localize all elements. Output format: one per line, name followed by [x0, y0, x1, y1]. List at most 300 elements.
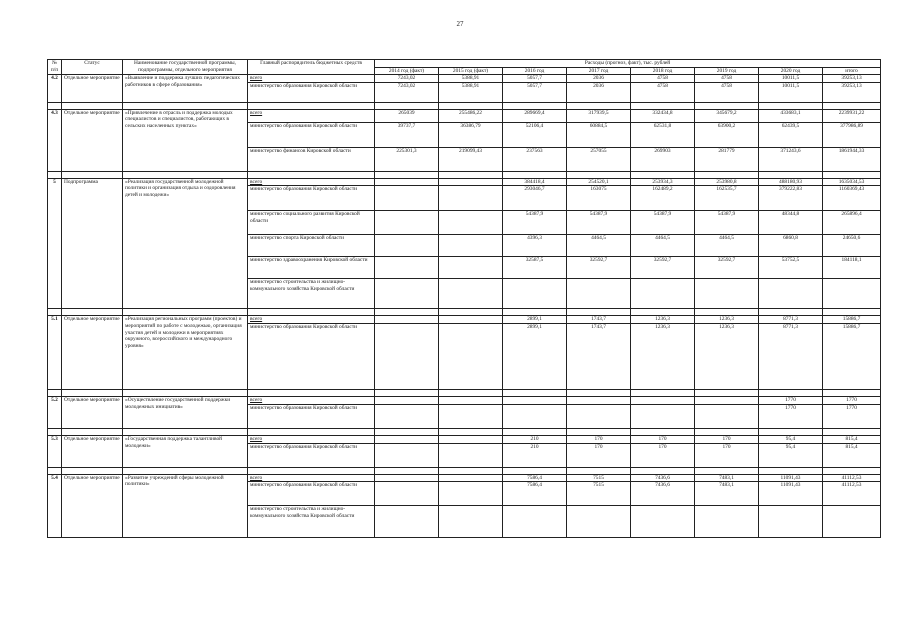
cell-value [439, 211, 503, 235]
spacer-cell [48, 428, 62, 435]
cell-value: 7483,1 [695, 474, 759, 482]
row-status: Подпрограмма [62, 178, 123, 309]
row-responsible: министерство образования Кировской области [248, 186, 375, 211]
cell-value: 39737,7 [375, 122, 439, 147]
spacer-cell [631, 102, 695, 109]
spacer-cell [248, 467, 375, 474]
spacer-cell [248, 102, 375, 109]
cell-value: 281779 [695, 147, 759, 171]
cell-value [759, 506, 823, 538]
header-status: Статус [62, 60, 123, 75]
cell-value: 4464,5 [695, 235, 759, 257]
cell-value: 1743,7 [567, 323, 631, 389]
cell-value: 225301,3 [375, 147, 439, 171]
row-responsible: министерство образования Кировской области [248, 404, 375, 428]
cell-value [503, 506, 567, 538]
section-spacer [48, 389, 881, 396]
spacer-cell [48, 171, 62, 178]
spacer-cell [123, 428, 248, 435]
cell-value: 4464,5 [567, 235, 631, 257]
cell-total: 184118,1 [823, 257, 881, 279]
spacer-cell [759, 389, 823, 396]
spacer-cell [375, 171, 439, 178]
cell-value: 1770 [759, 404, 823, 428]
row-responsible: всего [248, 396, 375, 404]
row-responsible: всего [248, 178, 375, 186]
section-spacer [48, 428, 881, 435]
cell-value [375, 323, 439, 389]
cell-value [375, 316, 439, 324]
cell-value: 1743,7 [567, 316, 631, 324]
spacer-cell [48, 102, 62, 109]
cell-value: 95,4 [759, 435, 823, 443]
cell-value [439, 443, 503, 467]
cell-value [439, 506, 503, 538]
row-responsible: всего [248, 75, 375, 83]
row-number: 4.3 [48, 109, 62, 171]
cell-value [375, 186, 439, 211]
cell-value: 384418,4 [503, 178, 567, 186]
cell-total: 1861944,33 [823, 147, 881, 171]
cell-value [695, 506, 759, 538]
cell-value [439, 474, 503, 482]
cell-value: 32592,7 [567, 257, 631, 279]
cell-value: 293046,7 [503, 186, 567, 211]
spacer-cell [375, 309, 439, 316]
spacer-cell [503, 171, 567, 178]
row-responsible: всего [248, 316, 375, 324]
spacer-cell [759, 309, 823, 316]
cell-value: 253934,3 [631, 178, 695, 186]
cell-total: 815,4 [823, 443, 881, 467]
spacer-cell [375, 389, 439, 396]
cell-value: 4758 [695, 82, 759, 102]
spacer-cell [123, 171, 248, 178]
cell-value: 54387,9 [695, 211, 759, 235]
cell-value [631, 279, 695, 309]
cell-value: 4758 [695, 75, 759, 83]
cell-value: 170 [567, 443, 631, 467]
spacer-cell [62, 467, 123, 474]
cell-value: 210 [503, 443, 567, 467]
spacer-cell [439, 428, 503, 435]
spacer-cell [567, 309, 631, 316]
cell-total [823, 506, 881, 538]
cell-value [567, 506, 631, 538]
row-status: Отдельное мероприятие [62, 396, 123, 428]
cell-value [375, 506, 439, 538]
cell-value: 1236,3 [695, 316, 759, 324]
cell-value [439, 396, 503, 404]
cell-value: 265039 [375, 109, 439, 122]
spacer-cell [375, 467, 439, 474]
cell-value: 371243,6 [759, 147, 823, 171]
cell-total: 15886,7 [823, 323, 881, 389]
spacer-cell [631, 309, 695, 316]
spacer-cell [759, 171, 823, 178]
table-row [48, 109, 881, 122]
cell-value: 11091,43 [759, 474, 823, 482]
spacer-cell [123, 309, 248, 316]
row-program-name: «Государственная поддержка талантливой молодежи» [123, 435, 248, 467]
cell-total: 377986,89 [823, 122, 881, 147]
spacer-cell [62, 171, 123, 178]
cell-value [375, 443, 439, 467]
spacer-cell [248, 171, 375, 178]
cell-value: 7436,6 [631, 474, 695, 482]
section-spacer [48, 171, 881, 178]
cell-value: 53752,5 [759, 257, 823, 279]
row-responsible: министерство строительства и жилищно-коммунального хозяйства Кировской области [248, 279, 375, 309]
row-responsible: министерство образования Кировской области [248, 443, 375, 467]
cell-value [567, 279, 631, 309]
cell-value [439, 186, 503, 211]
cell-total: 2239931,22 [823, 109, 881, 122]
row-responsible: министерство социального развития Кировской области [248, 211, 375, 235]
cell-value: 257055 [567, 147, 631, 171]
cell-total: 1635034,53 [823, 178, 881, 186]
cell-value: 7586,4 [503, 482, 567, 506]
spacer-cell [823, 309, 881, 316]
spacer-cell [503, 309, 567, 316]
spacer-cell [439, 171, 503, 178]
row-program-name: «Реализация государственной молодежной политики и организация отдыха и оздоровления детей и молодежи» [123, 178, 248, 309]
header-total: итого [823, 67, 881, 75]
spacer-cell [48, 309, 62, 316]
spacer-cell [503, 389, 567, 396]
spacer-cell [695, 428, 759, 435]
cell-value: 269903 [631, 147, 695, 171]
row-status: Отдельное мероприятие [62, 316, 123, 390]
header-year: 2017 год [567, 67, 631, 75]
cell-value: 4758 [631, 75, 695, 83]
cell-total: 815,4 [823, 435, 881, 443]
cell-value: 379222,83 [759, 186, 823, 211]
header-year: 2016 год [503, 67, 567, 75]
spacer-cell [248, 428, 375, 435]
cell-value [503, 404, 567, 428]
cell-total: 1160369,43 [823, 186, 881, 211]
cell-value [759, 279, 823, 309]
header-row [48, 60, 881, 68]
spacer-cell [248, 309, 375, 316]
spacer-cell [62, 309, 123, 316]
spacer-cell [503, 467, 567, 474]
cell-value [375, 435, 439, 443]
spacer-cell [567, 428, 631, 435]
cell-value: 4396,3 [503, 235, 567, 257]
cell-value: 11091,43 [759, 482, 823, 506]
header-responsible: Главный распорядитель бюджетных средств [248, 60, 375, 75]
cell-value [631, 396, 695, 404]
cell-value: 332434,8 [631, 109, 695, 122]
cell-value: 1236,3 [631, 323, 695, 389]
cell-value: 6860,8 [759, 235, 823, 257]
row-responsible: всего [248, 109, 375, 122]
cell-value: 7243,02 [375, 82, 439, 102]
header-year: 2015 год (факт) [439, 67, 503, 75]
cell-value: 7515 [567, 482, 631, 506]
row-responsible: министерство финансов Кировской области [248, 147, 375, 171]
cell-value [695, 404, 759, 428]
cell-value [567, 404, 631, 428]
spacer-cell [439, 309, 503, 316]
cell-value [375, 178, 439, 186]
spacer-cell [62, 428, 123, 435]
spacer-cell [759, 428, 823, 435]
section-spacer [48, 467, 881, 474]
cell-value [439, 257, 503, 279]
cell-value [375, 396, 439, 404]
cell-value: 32587,5 [503, 257, 567, 279]
cell-total: 41112,53 [823, 482, 881, 506]
row-status: Отдельное мероприятие [62, 75, 123, 103]
cell-value: 7586,4 [503, 474, 567, 482]
cell-value: 255486,22 [439, 109, 503, 122]
cell-value: 52106,4 [503, 122, 567, 147]
cell-value: 1770 [759, 396, 823, 404]
cell-total: 41112,53 [823, 474, 881, 482]
cell-value [375, 279, 439, 309]
table-body [48, 75, 881, 538]
row-program-name: «Привлечение в отрасль и поддержка молодых специалистов и специалистов, работающих в сельских населенных пунктах» [123, 109, 248, 171]
cell-value: 5057,7 [503, 75, 567, 83]
spacer-cell [695, 171, 759, 178]
cell-value: 4464,5 [631, 235, 695, 257]
cell-total: 1770 [823, 396, 881, 404]
table-row [48, 435, 881, 443]
row-number: 4.2 [48, 75, 62, 103]
cell-total: 15886,7 [823, 316, 881, 324]
cell-value: 2036 [567, 75, 631, 83]
cell-value: 62439,5 [759, 122, 823, 147]
cell-value [375, 257, 439, 279]
cell-total: 24650,6 [823, 235, 881, 257]
cell-value [439, 178, 503, 186]
spacer-cell [823, 171, 881, 178]
spacer-cell [823, 102, 881, 109]
cell-total: 39253,13 [823, 82, 881, 102]
cell-value: 7436,6 [631, 482, 695, 506]
cell-value [439, 482, 503, 506]
row-responsible: министерство образования Кировской области [248, 482, 375, 506]
cell-value: 219099,43 [439, 147, 503, 171]
spacer-cell [375, 428, 439, 435]
cell-value: 433683,1 [759, 109, 823, 122]
header-num: № п/п [48, 60, 62, 75]
page-number: 27 [456, 20, 464, 28]
spacer-cell [503, 428, 567, 435]
cell-value: 170 [631, 443, 695, 467]
cell-value: 170 [567, 435, 631, 443]
row-responsible: министерство образования Кировской области [248, 122, 375, 147]
row-responsible: всего [248, 435, 375, 443]
spacer-cell [695, 467, 759, 474]
spacer-cell [62, 102, 123, 109]
cell-value: 1236,3 [631, 316, 695, 324]
cell-value: 170 [695, 435, 759, 443]
spacer-cell [503, 102, 567, 109]
spacer-cell [567, 389, 631, 396]
cell-value: 2899,1 [503, 323, 567, 389]
cell-value: 237563 [503, 147, 567, 171]
spacer-cell [48, 467, 62, 474]
cell-value: 1236,3 [695, 323, 759, 389]
header-year: 2020 год [759, 67, 823, 75]
spacer-cell [123, 102, 248, 109]
cell-total: 39253,13 [823, 75, 881, 83]
table-row [48, 474, 881, 482]
cell-value: 170 [695, 443, 759, 467]
cell-value [439, 235, 503, 257]
cell-value: 488180,93 [759, 178, 823, 186]
spacer-cell [631, 428, 695, 435]
cell-value: 8771,3 [759, 316, 823, 324]
header-year: 2018 год [631, 67, 695, 75]
spacer-cell [823, 467, 881, 474]
budget-table [47, 59, 881, 538]
cell-value: 2036 [567, 82, 631, 102]
cell-value [439, 316, 503, 324]
spacer-cell [439, 102, 503, 109]
header-name: Наименование государственной программы, подпрограммы, отдельного мероприятия [123, 60, 248, 75]
cell-value: 170 [631, 435, 695, 443]
cell-value [567, 396, 631, 404]
cell-value: 8771,3 [759, 323, 823, 389]
spacer-cell [631, 171, 695, 178]
table-row [48, 316, 881, 324]
cell-value: 253980,8 [695, 178, 759, 186]
row-responsible: министерство спорта Кировской области [248, 235, 375, 257]
cell-value: 32592,7 [631, 257, 695, 279]
header-year: 2019 год [695, 67, 759, 75]
cell-value [631, 404, 695, 428]
spacer-cell [62, 389, 123, 396]
cell-value [375, 482, 439, 506]
cell-value [439, 435, 503, 443]
cell-value: 36386,79 [439, 122, 503, 147]
spacer-cell [759, 102, 823, 109]
cell-value [439, 404, 503, 428]
cell-value: 254520,1 [567, 178, 631, 186]
cell-value [375, 211, 439, 235]
spacer-cell [123, 389, 248, 396]
cell-value: 163075 [567, 186, 631, 211]
spacer-cell [439, 467, 503, 474]
spacer-cell [695, 389, 759, 396]
cell-value: 345679,2 [695, 109, 759, 122]
spacer-cell [631, 389, 695, 396]
cell-value: 95,4 [759, 443, 823, 467]
row-number: 5 [48, 178, 62, 309]
row-program-name: «Выявление и поддержка лучших педагогических работников в сфере образования» [123, 75, 248, 103]
row-number: 5.1 [48, 316, 62, 390]
cell-value: 10011,5 [759, 82, 823, 102]
cell-value: 32592,7 [695, 257, 759, 279]
cell-value: 54387,9 [567, 211, 631, 235]
table-row [48, 75, 881, 83]
cell-value [503, 279, 567, 309]
row-program-name: «Реализация региональных программ (проектов) и мероприятий по работе с молодежью, организация участия детей и молодежи в мероприятиях окружного, всероссийского и международного уровня» [123, 316, 248, 390]
cell-value: 10011,5 [759, 75, 823, 83]
cell-value [439, 323, 503, 389]
section-spacer [48, 309, 881, 316]
row-responsible: министерство строительства и жилищно-коммунального хозяйства Кировской области [248, 506, 375, 538]
header-year: 2014 год (факт) [375, 67, 439, 75]
spacer-cell [48, 389, 62, 396]
row-number: 5.2 [48, 396, 62, 428]
cell-value: 317939,5 [567, 109, 631, 122]
cell-value: 7483,1 [695, 482, 759, 506]
spacer-cell [823, 389, 881, 396]
cell-value [375, 404, 439, 428]
spacer-cell [567, 102, 631, 109]
cell-total [823, 279, 881, 309]
row-number: 5.3 [48, 435, 62, 467]
cell-value: 289669,4 [503, 109, 567, 122]
cell-value: 63900,2 [695, 122, 759, 147]
row-responsible: министерство здравоохранения Кировской области [248, 257, 375, 279]
cell-value [375, 474, 439, 482]
cell-value: 5388,91 [439, 75, 503, 83]
cell-value [439, 279, 503, 309]
cell-value: 62531,8 [631, 122, 695, 147]
row-status: Отдельное мероприятие [62, 474, 123, 538]
spacer-cell [123, 467, 248, 474]
cell-total: 1770 [823, 404, 881, 428]
spacer-cell [759, 467, 823, 474]
cell-value [631, 506, 695, 538]
cell-value [375, 235, 439, 257]
spacer-cell [248, 389, 375, 396]
spacer-cell [567, 171, 631, 178]
row-number: 5.4 [48, 474, 62, 538]
row-responsible: министерство образования Кировской области [248, 82, 375, 102]
spacer-cell [823, 428, 881, 435]
cell-value: 5057,7 [503, 82, 567, 102]
cell-value: 7243,02 [375, 75, 439, 83]
table-row [48, 178, 881, 186]
cell-value [503, 396, 567, 404]
section-spacer [48, 102, 881, 109]
cell-value: 162489,2 [631, 186, 695, 211]
spacer-cell [695, 102, 759, 109]
spacer-cell [695, 309, 759, 316]
row-status: Отдельное мероприятие [62, 109, 123, 171]
row-responsible: всего [248, 474, 375, 482]
cell-value: 48344,8 [759, 211, 823, 235]
spacer-cell [439, 389, 503, 396]
cell-value [695, 279, 759, 309]
header-expenses: Расходы (прогноз, факт), тыс. рублей [375, 60, 881, 68]
row-status: Отдельное мероприятие [62, 435, 123, 467]
cell-value: 210 [503, 435, 567, 443]
spacer-cell [375, 102, 439, 109]
table-row [48, 396, 881, 404]
row-responsible: министерство образования Кировской области [248, 323, 375, 389]
spacer-cell [567, 467, 631, 474]
cell-value: 4758 [631, 82, 695, 102]
cell-value: 162535,7 [695, 186, 759, 211]
cell-value: 60884,5 [567, 122, 631, 147]
cell-value: 54387,9 [631, 211, 695, 235]
cell-value: 2899,1 [503, 316, 567, 324]
cell-value: 7515 [567, 474, 631, 482]
spacer-cell [631, 467, 695, 474]
row-program-name: «Осуществление государственной поддержки молодежных инициатив» [123, 396, 248, 428]
cell-total: 265896,4 [823, 211, 881, 235]
cell-value [695, 396, 759, 404]
